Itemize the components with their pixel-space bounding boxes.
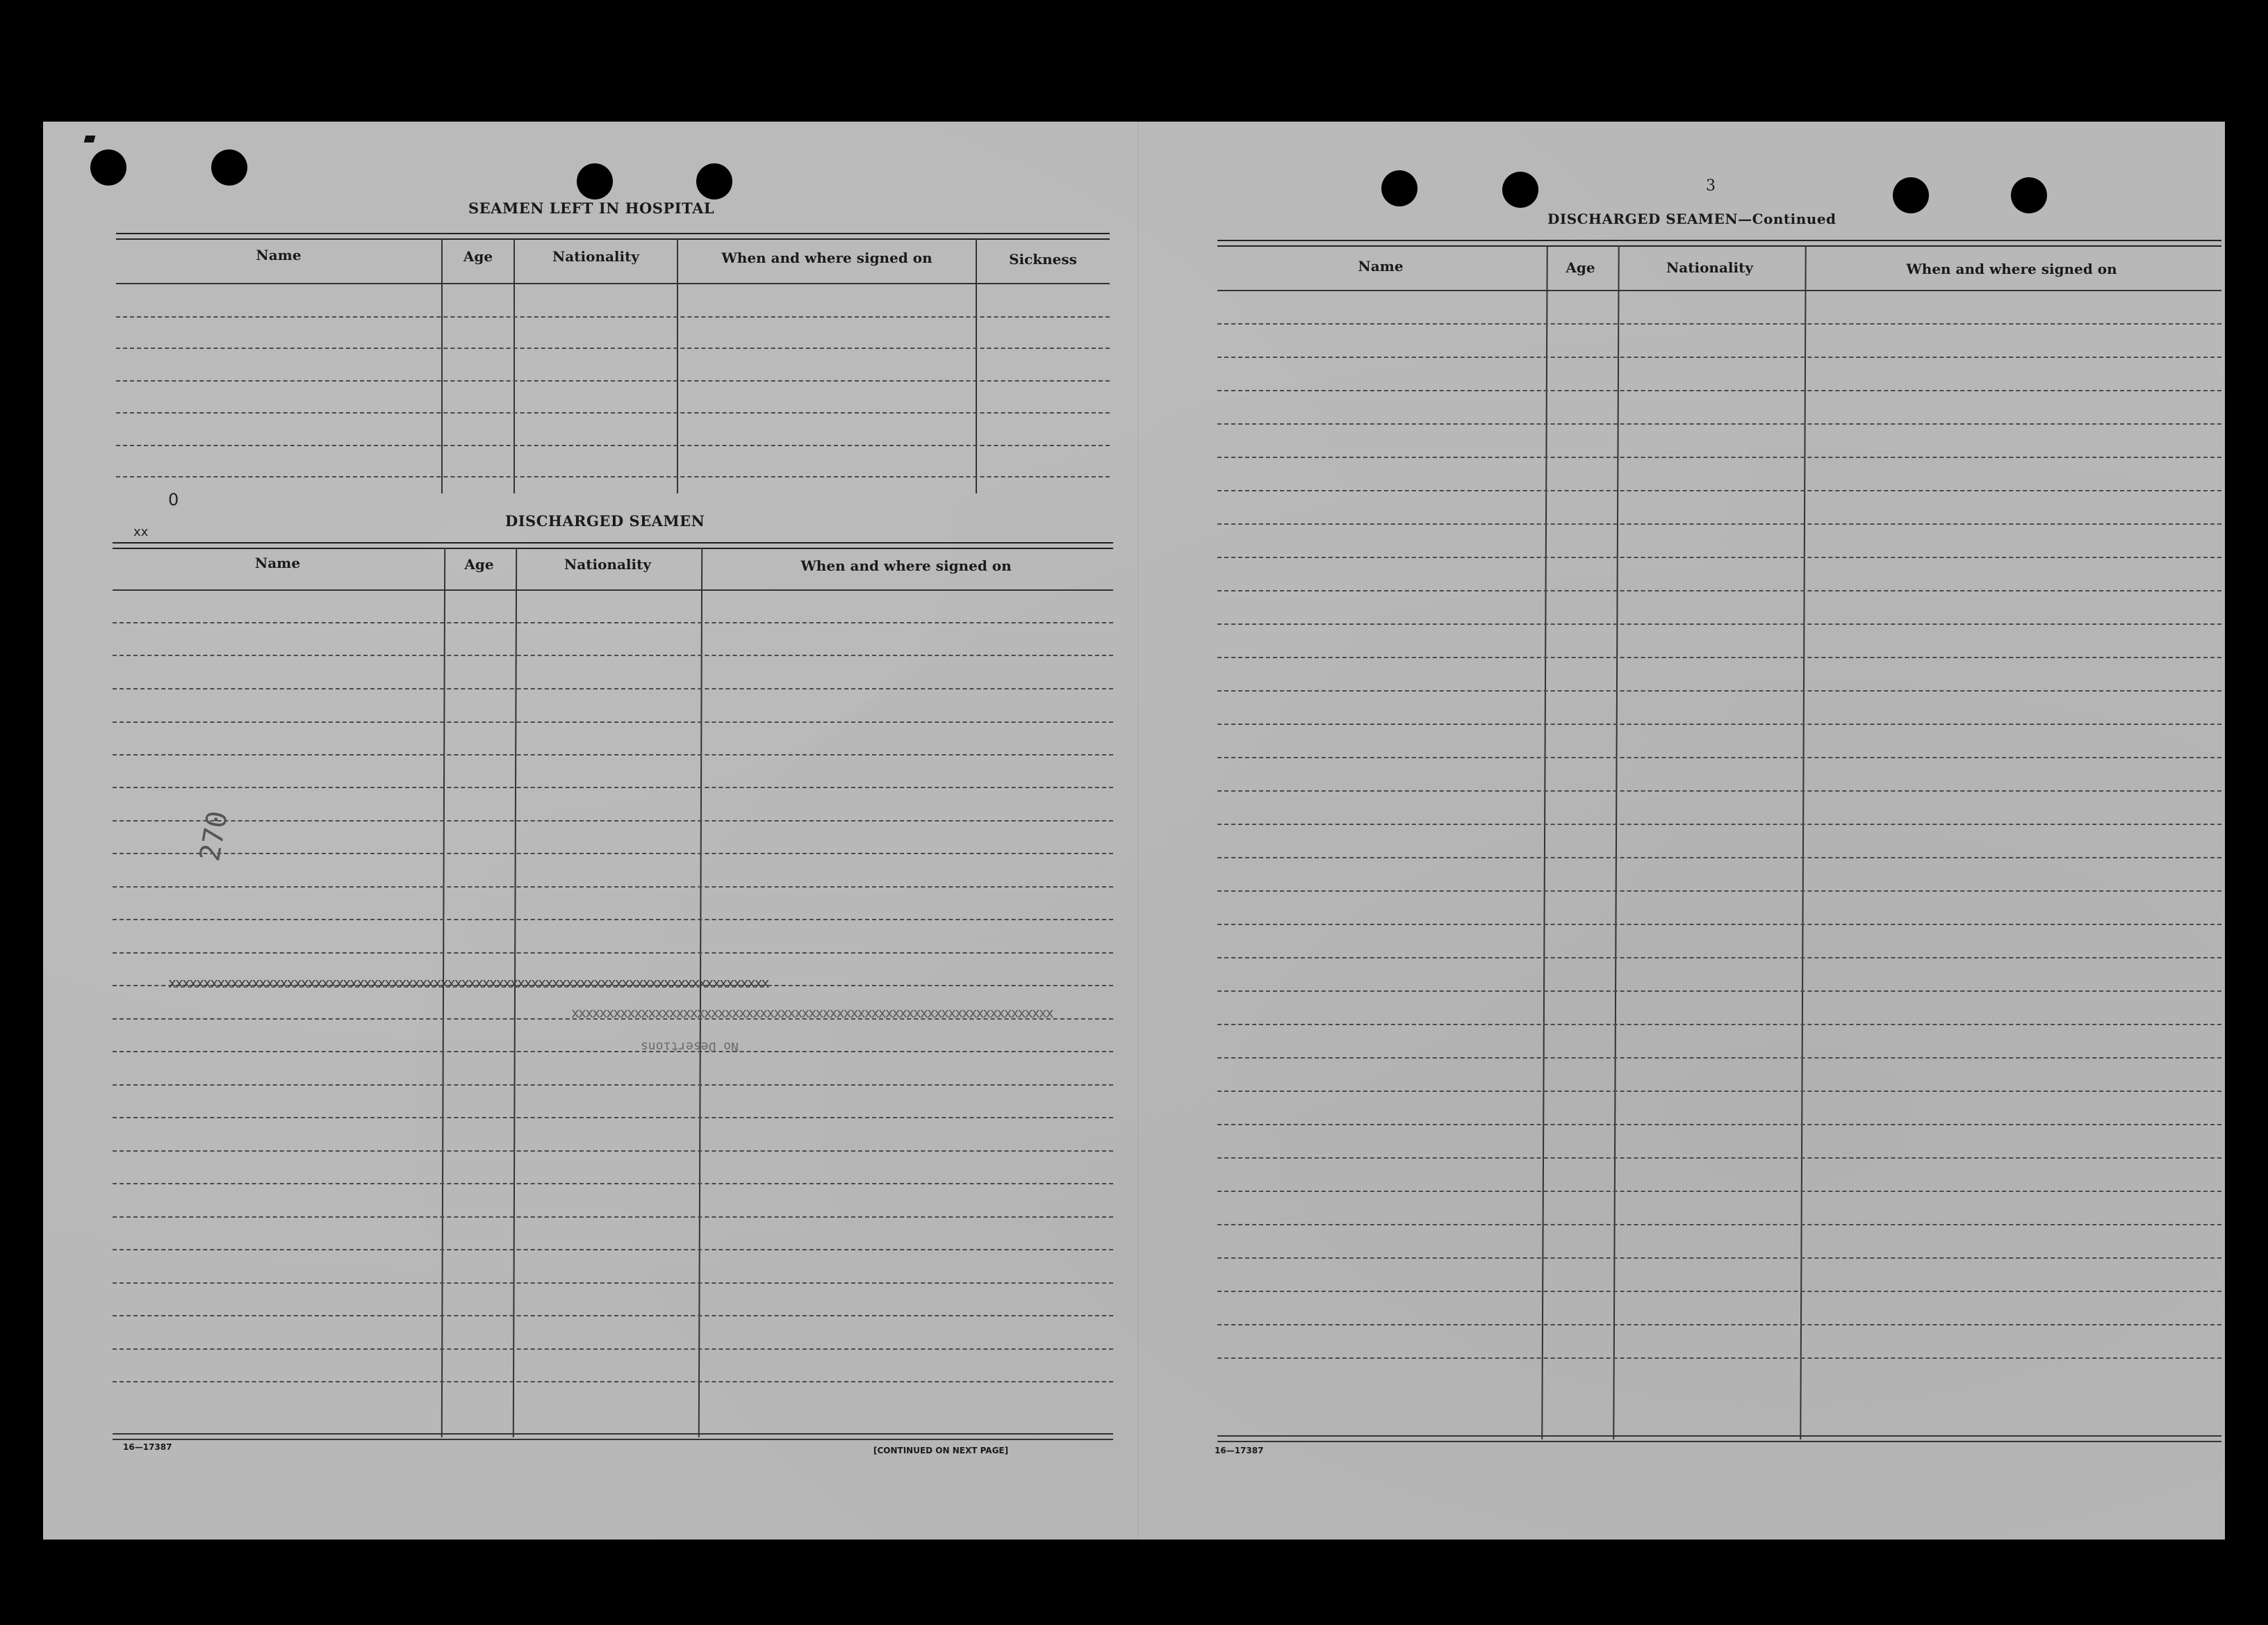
column-header: Name <box>254 555 301 571</box>
punch-hole <box>2011 177 2047 213</box>
column-header: When and where signed on <box>721 250 932 266</box>
punch-hole <box>577 163 613 199</box>
document-sheet <box>43 122 2225 1540</box>
xx-mark: xx <box>133 525 149 539</box>
punch-hole <box>1381 170 1418 206</box>
hospital-title: SEAMEN LEFT IN HOSPITAL <box>468 199 715 217</box>
column-header: Name <box>256 247 302 263</box>
punch-hole <box>90 149 126 186</box>
punch-hole <box>696 163 732 199</box>
column-header: Name <box>1358 258 1404 275</box>
discharged-continued-table <box>1217 240 2221 1446</box>
form-number: 16—17387 <box>123 1442 172 1452</box>
bleed-through-text: No Desertions <box>641 1039 739 1054</box>
discharged-table <box>113 542 1113 1442</box>
zero-mark: 0 <box>168 490 179 509</box>
column-header: Age <box>1566 259 1595 276</box>
column-header: Nationality <box>564 556 651 573</box>
form-number: 16—17387 <box>1215 1446 1264 1455</box>
column-header: Nationality <box>1666 259 1753 276</box>
page-number: 3 <box>1706 177 1716 195</box>
column-header: Nationality <box>552 248 639 265</box>
punch-hole <box>1502 172 1538 208</box>
column-header: When and where signed on <box>800 557 1012 574</box>
continued-note: [CONTINUED ON NEXT PAGE] <box>873 1446 1009 1455</box>
column-header: Age <box>463 248 493 265</box>
discharged-continued-title: DISCHARGED SEAMEN—Continued <box>1547 211 1836 227</box>
strike-line: xxxxxxxxxxxxxxxxxxxxxxxxxxxxxxxxxxxxxxxxxxxxxxxxxxxxxxxxxxxxxxxxxxxxxxxxxxxxxxxxxxxxxx <box>168 974 769 991</box>
strike-line: xxxxxxxxxxxxxxxxxxxxxxxxxxxxxxxxxxxxxxxxxxxxxxxxxxxxxxxxxxxxxxxxxxxxx <box>571 1004 1053 1021</box>
column-header: When and where signed on <box>1906 261 2117 277</box>
column-header: Age <box>464 556 494 573</box>
corner-mark <box>84 136 96 142</box>
punch-hole <box>211 149 247 186</box>
handwritten-mark: 270 <box>194 808 235 864</box>
page-fold <box>1137 122 1140 1540</box>
punch-hole <box>1893 177 1929 213</box>
discharged-title: DISCHARGED SEAMEN <box>505 512 705 530</box>
column-header: Sickness <box>1009 251 1077 268</box>
